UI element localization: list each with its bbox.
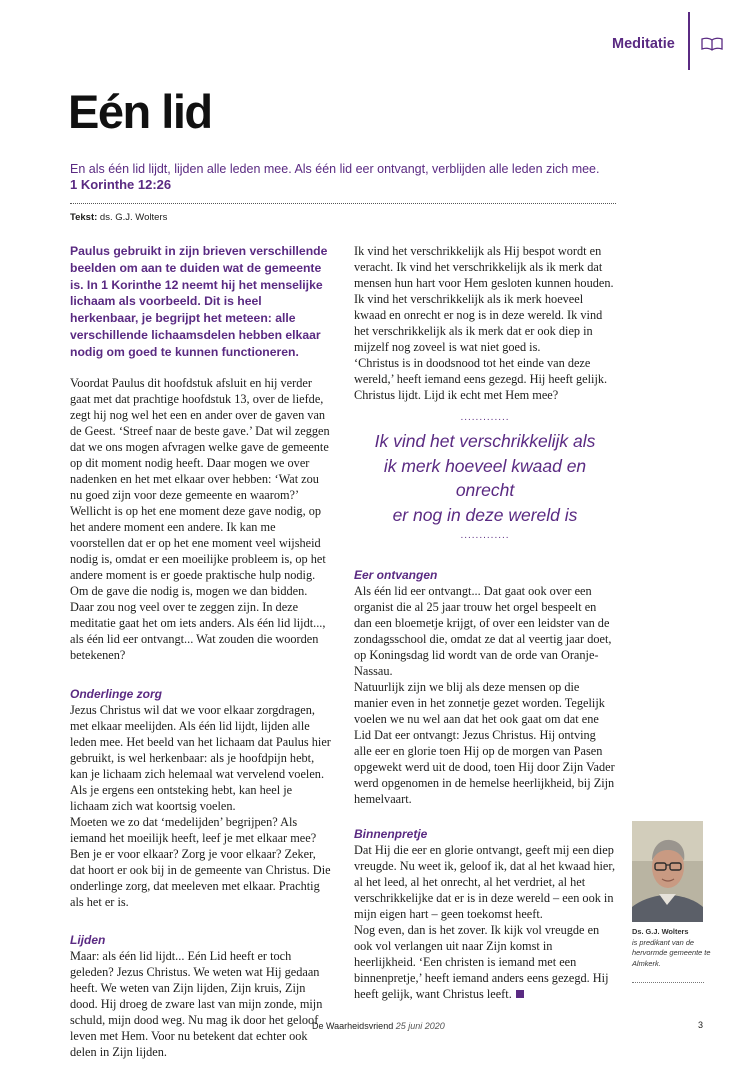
caption-divider [632,982,704,983]
right-column-lower [354,567,616,1002]
page-title: Eén lid [68,85,212,138]
intro-quote [70,162,630,192]
magazine-name: De Waarheidsvriend [312,1021,394,1031]
credit-author: ds. G.J. Wolters [99,212,168,223]
body-paragraph: Maar: als één lid lijdt... Eén Lid heeft er toch geleden? Jezus Christus. We weten wat Hij gedaan heeft. We weten van Zijn lijden, Zijn kruis, Zijn dood. Hij droeg de zware last van mijn zonde, mijn schuld, mijn dood weg. Nu mag ik door het geloof leven met Hem. Voor nu betekent dat echter ook delen in Zijn lijden. [70,948,323,1059]
lead-paragraph: Paulus gebruikt in zijn brieven verschillende beelden om aan te duiden wat de gemeente is. In 1 Korinthe 12 neemt hij het menselijke lichaam als voorbeeld. Dit is heel herkenbaar, je begrijpt het meteen: alle verschillende lichaamsdelen hebben elkaar nodig om goed te kunnen functioneren. [70,244,328,359]
body-paragraph: Moeten we zo dat ‘medelijden’ begrijpen? Als iemand het moeilijk heeft, leef je met elkaar mee? Ben je er voor elkaar? Zorg je voor elkaar? Zeker, dat hoort er ook bij in de gemeente van Christus. Die onderlinge zorg, dat meeleven met elkaar. Prachtig als het er is. [70,814,331,909]
pullquote-line: Ik vind het verschrikkelijk als [374,431,596,451]
pullquote-dots-top: ............. [460,412,510,423]
header-divider [688,12,690,70]
subheading-lijden: Lijden [70,932,106,947]
footer [312,1021,445,1031]
body-paragraph: Jezus Christus wil dat we voor elkaar zorgdragen, met elkaar meelijden. Als één lid lijdt, lijden alle leden mee. Het beeld van het lichaam dat Paulus hier gebruikt, is wel herkenbaar: als je hoofdpijn hebt, kan je lichaam zich helemaal wat vervelend voelen. Als je ergens een ontsteking hebt, kan heel je lichaam zich wat koortsig voelen. [70,702,331,813]
subheading-eer-ontvangen: Eer ontvangen [354,568,438,582]
bible-reference: 1 Korinthe 12:26 [70,177,172,192]
pullquote-line: ik merk hoeveel kwaad en onrecht [383,455,587,500]
body-paragraph-text: Nog even, dan is het zover. Ik kijk vol vreugde en ook vol verlangen uit naar Zijn komst in heerlijkheid. ‘Een christen is iemand met een binnenpretje,’ heeft iemand anders eens gezegd. Hij heeft gelijk, want Christus leeft. [354,923,609,1001]
body-paragraph: Ik vind het verschrikkelijk als Hij bespot wordt en veracht. Ik vind het verschrikkelijk als ik merk dat mensen hun hart voor Hem gesloten kunnen houden. Ik vind het verschrikkelijk als ik merk hoeveel kwaad en onrecht er nog is in deze wereld. Ik vind het verschrikkelijk als ik merk dat er ook diep in mijzelf nog zoveel is wat niet goed is. [354,244,614,354]
body-paragraph-final [354,922,616,1002]
body-paragraph: Als één lid eer ontvangt... Dat gaat ook over een organist die al 25 jaar trouw het orgel bespeelt en dan een bloemetje krijgt, of over een leidster van de zondagsschool die, omdat ze dat al veertig jaar doet, op Koningsdag lid wordt van de orde van Oranje-Nassau. [354,584,612,678]
author-caption [632,927,712,969]
dotted-divider [70,203,616,204]
body-paragraph: Dat Hij die eer en glorie ontvangt, geeft mij een diep vreugde. Nu weet ik, geloof ik, dat al het kwaad hier, al het leed, al het onrecht, al het verdriet, al het verschrikkelijke dat er is in deze wereld – een ook in mijn eigen hart – geen toekomst heeft. [354,843,616,921]
body-paragraph: ‘Christus is in doodsnood tot het einde van deze wereld,’ heeft iemand eens gezegd. Hij heeft gelijk. Christus lijdt. Lijd ik echt met Hem mee? [354,356,608,402]
body-paragraph: Natuurlijk zijn we blij als deze mensen op die manier even in het zonnetje gezet worden. Tegelijk voelen we nu wel aan dat het ook gaat om dat ene Lid Dat eer ontvangt: Jezus Christus. Hij ontving alle eer en glorie toen Hij op de morgen van Pasen opgewekt werd uit de dood, toen Hij door Zijn Vader werd opgenomen in de hemelse heerlijkheid, bij Zijn hemelvaart. [354,680,615,806]
body-paragraph: Voordat Paulus dit hoofdstuk afsluit en hij verder gaat met dat prachtige hoofdstuk 13, over de liefde, zegt hij nog wel het een en ander over de gaven van de Geest. ‘Streef naar de beste gave.’ Dat wil zeggen dat we ons mogen afvragen welke gave de gemeente op dit moment nodig heeft. Daar mogen we over nadenken en het met elkaar over hebben: ‘Wat zou nu goed zijn voor deze gemeente en waarom?’ Wellicht is op het ene moment deze gave nodig, op het andere moment een andere. Ik kan me voorstellen dat er op het ene moment veel wijsheid nodig is, omdat er een moeilijke probleem is, op het andere moment is er goede praktische hulp nodig. Om de gave die nodig is, mogen we dan bidden. Daar zou nog veel over te zeggen zijn. In deze meditatie gaat het om iets anders. Als één lid lijdt..., als één lid eer ontvangt... Wat zouden die woorden betekenen? [70,375,330,662]
author-credit [70,212,167,223]
author-name: Ds. G.J. Wolters [632,927,689,936]
author-description: is predikant van de hervormde gemeente te Almkerk. [632,937,711,968]
intro-text: En als één lid lijdt, lijden alle leden mee. Als één lid eer ontvangt, verblijden alle leden zich mee. [70,162,600,176]
left-column [70,243,332,1060]
subheading-binnenpretje: Binnenpretje [354,827,428,841]
pullquote-line: er nog in deze wereld is [392,504,578,525]
pull-quote [354,413,616,541]
page-number: 3 [698,1020,704,1030]
subheading-onderlinge-zorg: Onderlinge zorg [70,686,163,701]
credit-label: Tekst: [70,212,98,223]
open-book-icon [701,37,723,51]
section-label: Meditatie [612,36,675,52]
right-column [354,243,616,403]
end-mark-icon [516,990,524,998]
issue-date: 25 juni 2020 [395,1021,445,1031]
pullquote-dots-bottom: ............. [460,530,510,541]
author-photo [632,821,703,922]
